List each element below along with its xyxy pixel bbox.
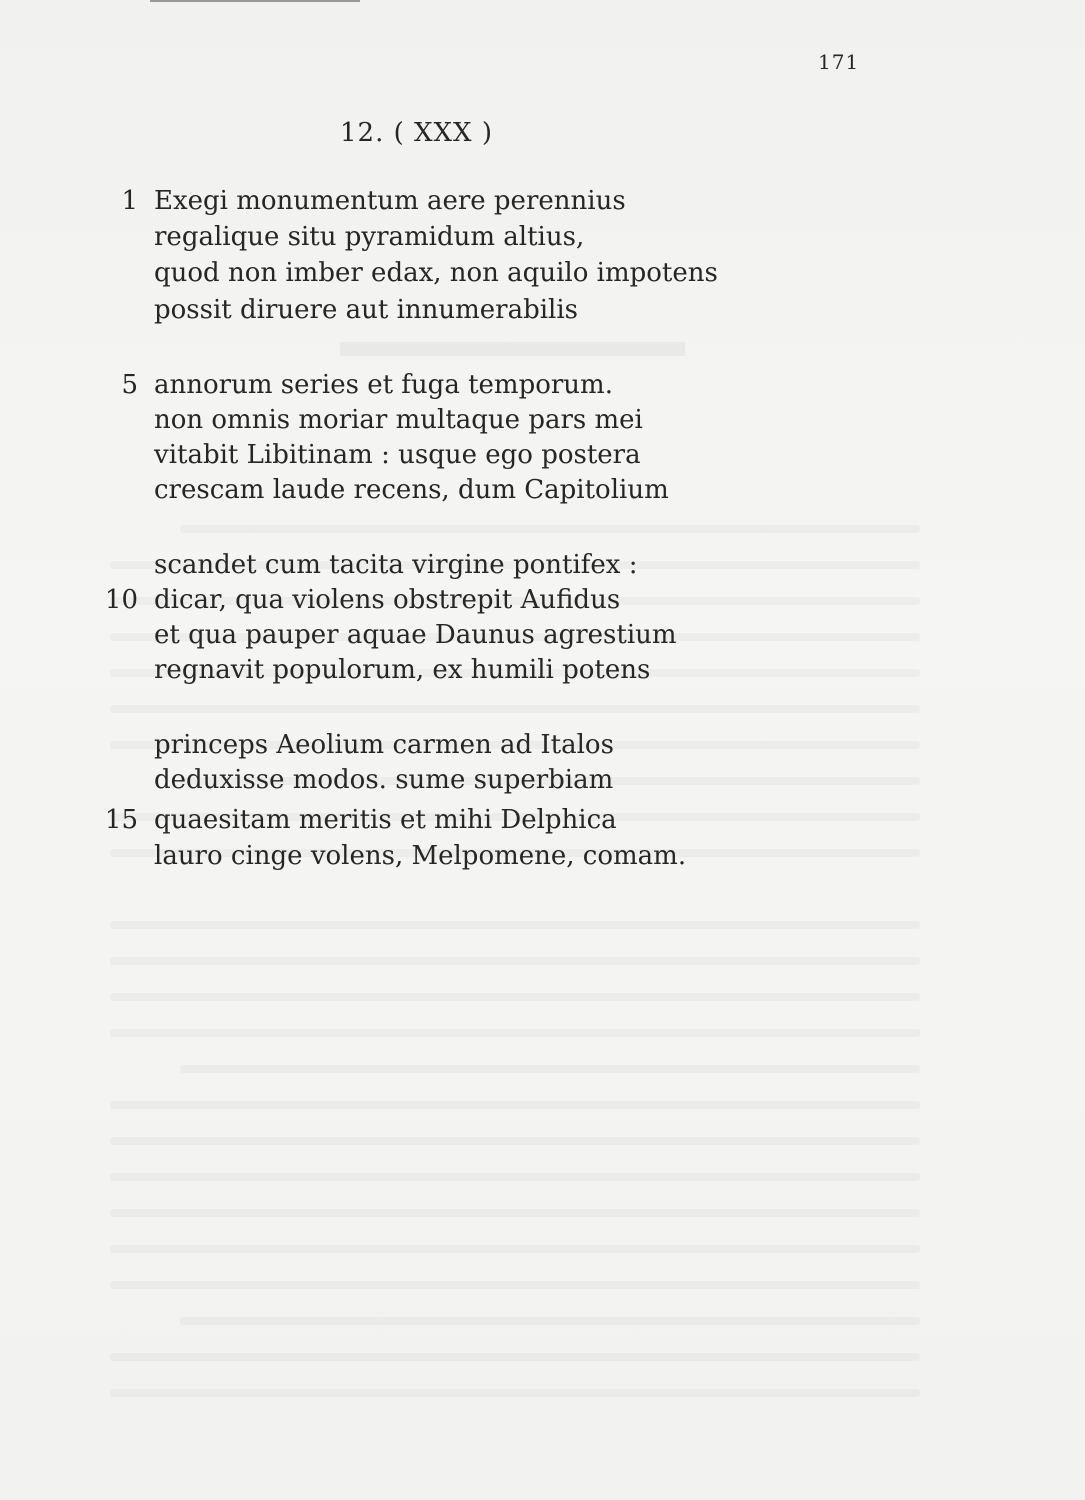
- poem-line: dicar, qua violens obstrepit Aufidus: [154, 585, 621, 615]
- line-number: 10: [104, 585, 138, 615]
- poem-line: scandet cum tacita virgine pontifex :: [154, 550, 638, 580]
- poem-line: deduxisse modos. sume superbiam: [154, 765, 614, 795]
- line-number: 1: [121, 186, 138, 216]
- poem-line: quod non imber edax, non aquilo impotens: [154, 258, 718, 288]
- line-number: 15: [104, 805, 138, 835]
- poem-line: et qua pauper aquae Daunus agrestium: [154, 620, 677, 650]
- poem-line: quaesitam meritis et mihi Delphica: [154, 805, 617, 835]
- page-number: 171: [818, 50, 860, 74]
- poem-line: princeps Aeolium carmen ad Italos: [154, 730, 614, 760]
- poem-line: Exegi monumentum aere perennius: [154, 186, 626, 216]
- poem-line: regnavit populorum, ex humili potens: [154, 655, 651, 685]
- poem-line: crescam laude recens, dum Capitolium: [154, 475, 669, 505]
- line-number: 5: [121, 370, 138, 400]
- poem-line: possit diruere aut innumerabilis: [154, 295, 579, 325]
- poem-line: non omnis moriar multaque pars mei: [154, 405, 643, 435]
- poem-line: vitabit Libitinam : usque ego postera: [154, 440, 641, 470]
- poem-heading: 12. ( XXX ): [340, 118, 493, 148]
- poem-line: annorum series et fuga temporum.: [154, 370, 613, 400]
- poem-line: regalique situ pyramidum altius,: [154, 222, 585, 252]
- poem-line: lauro cinge volens, Melpomene, comam.: [154, 841, 687, 871]
